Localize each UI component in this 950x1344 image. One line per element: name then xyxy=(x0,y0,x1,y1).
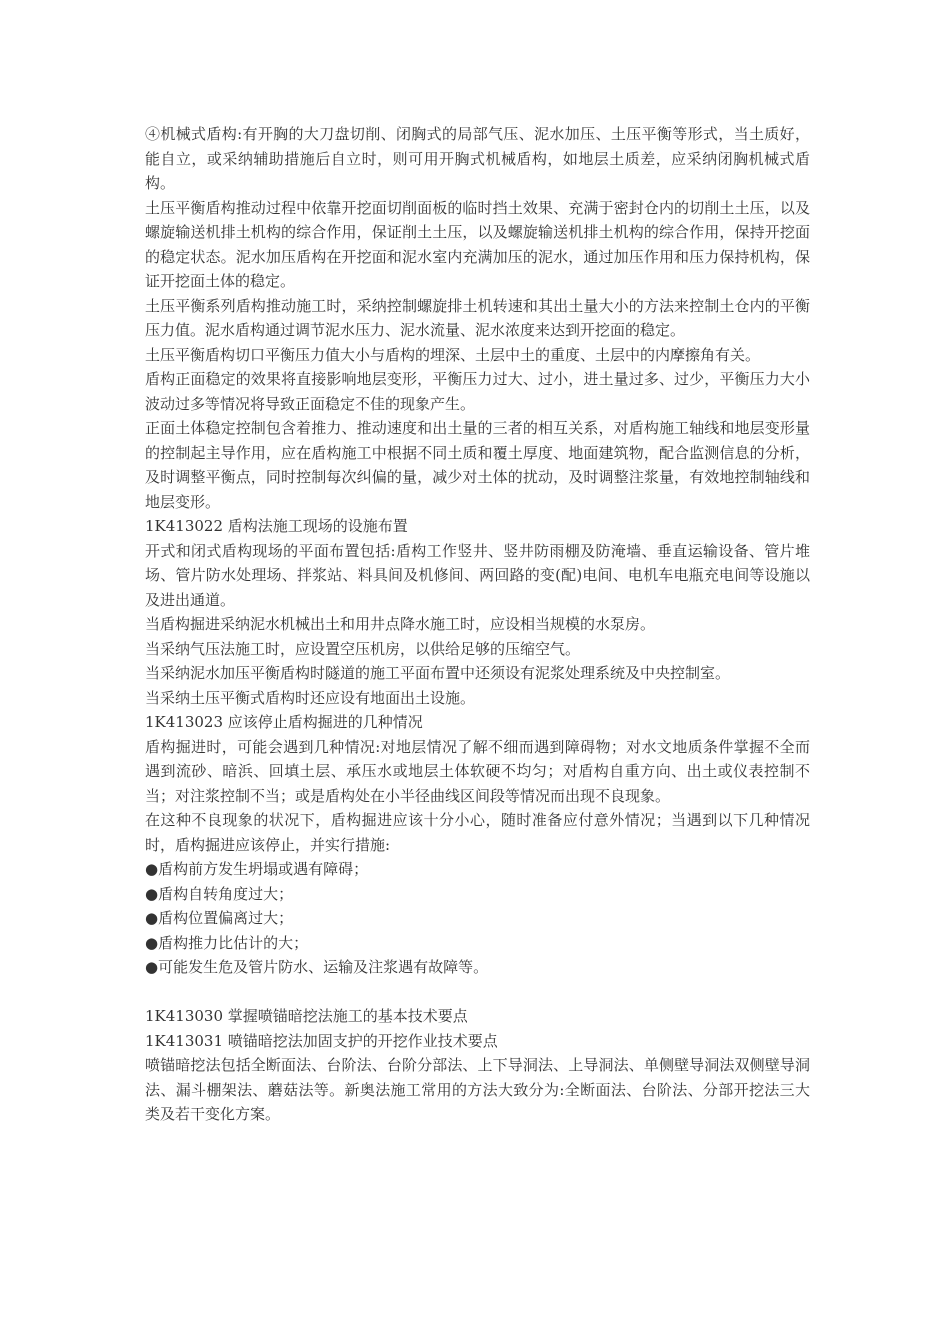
paragraph: 当采纳泥水加压平衡盾构时隧道的施工平面布置中还须设有泥浆处理系统及中央控制室。 xyxy=(145,664,731,682)
paragraph: ④机械式盾构:有开胸的大刀盘切削、闭胸式的局部气压、泥水加压、土压平衡等形式，当土质好，能自立，或采纳辅助措施后自立时，则可用开胸式机械盾构，如地层土质差，应采纳闭胸机械式盾构。 xyxy=(145,125,810,192)
paragraph: 喷锚暗挖法包括全断面法、台阶法、台阶分部法、上下导洞法、上导洞法、单侧壁导洞法双侧壁导洞法、漏斗棚架法、蘑菇法等。新奥法施工常用的方法大致分为:全断面法、台阶法、分部开挖法三大类及若干变化方案。 xyxy=(145,1056,810,1123)
paragraph: 在这种不良现象的状况下，盾构掘进应该十分小心，随时准备应付意外情况；当遇到以下几种情况时，盾构掘进应该停止，并实行措施: xyxy=(145,811,810,854)
stop-conditions-list xyxy=(145,857,810,980)
paragraph: 盾构掘进时，可能会遇到几种情况:对地层情况了解不细而遇到障碍物；对水文地质条件掌握不全而遇到流砂、暗浜、回填土层、承压水或地层土体软硬不均匀；对盾构自重方向、出土或仪表控制不当；对注浆控制不当；或是盾构处在小半径曲线区间段等情况而出现不良现象。 xyxy=(145,737,810,805)
paragraph: 正面土体稳定控制包含着推力、推动速度和出土量的三者的相互关系，对盾构施工轴线和地层变形量的控制起主导作用，应在盾构施工中根据不同土质和覆土厚度、地面建筑物，配合监测信息的分析，及时调整平衡点，同时控制每次纠偏的量，减少对土体的扰动，及时调整注浆量，有效地控制轴线和地层变形。 xyxy=(145,419,810,511)
paragraph: 开式和闭式盾构现场的平面布置包括:盾构工作竖井、竖井防雨棚及防淹墙、垂直运输设备、管片堆场、管片防水处理场、拌浆站、料具间及机修间、两回路的变(配)电间、电机车电瓶充电间等设施以及进出通道。 xyxy=(145,541,810,609)
list-item: ●盾构推力比估计的大； xyxy=(145,933,309,952)
list-item: ●盾构位置偏离过大； xyxy=(145,909,294,927)
list-item: ●盾构自转角度过大； xyxy=(145,884,294,903)
section-heading: 1K413023 应该停止盾构掘进的几种情况 xyxy=(145,713,423,731)
section-heading: 1K413022 盾构法施工现场的设施布置 xyxy=(145,517,408,535)
paragraph: 当采纳土压平衡式盾构时还应设有地面出土设施。 xyxy=(145,688,476,707)
list-item: ●可能发生危及管片防水、运输及注浆遇有故障等。 xyxy=(145,958,489,976)
section-heading: 1K413031 喷锚暗挖法加固支护的开挖作业技术要点 xyxy=(145,1031,498,1050)
paragraph: 土压平衡盾构切口平衡压力值大小与盾构的埋深、土层中土的重度、土层中的内摩擦角有关。 xyxy=(145,345,761,364)
section-shotcrete-anchor xyxy=(145,1004,810,1127)
paragraph: 土压平衡系列盾构推动施工时，采纳控制螺旋排土机转速和其出土量大小的方法来控制土仓内的平衡压力值。泥水盾构通过调节泥水压力、泥水流量、泥水浓度来达到开挖面的稳定。 xyxy=(145,296,810,339)
blank-line xyxy=(145,980,810,1005)
section-shield-method xyxy=(145,122,810,857)
paragraph: 当盾构掘进采纳泥水机械出土和用井点降水施工时，应设相当规模的水泵房。 xyxy=(145,615,656,633)
paragraph: 土压平衡盾构推动过程中依靠开挖面切削面板的临时挡土效果、充满于密封仓内的切削土土压，以及螺旋输送机排土机构的综合作用，保证削土土压，以及螺旋输送机排土机构的综合作用，保持开挖面的稳定状态。泥水加压盾构在开挖面和泥水室内充满加压的泥水，通过加压作用和压力保持机构，保证开挖面土体的稳定。 xyxy=(145,198,810,290)
document-body xyxy=(145,122,810,1127)
section-heading: 1K413030 掌握喷锚暗挖法施工的基本技术要点 xyxy=(145,1007,468,1025)
list-item: ●盾构前方发生坍塌或遇有障碍； xyxy=(145,860,369,878)
paragraph: 当采纳气压法施工时，应设置空压机房，以供给足够的压缩空气。 xyxy=(145,639,581,658)
paragraph: 盾构正面稳定的效果将直接影响地层变形，平衡压力过大、过小，进土量过多、过少，平衡压力大小波动过多等情况将导致正面稳定不佳的现象产生。 xyxy=(145,370,810,413)
